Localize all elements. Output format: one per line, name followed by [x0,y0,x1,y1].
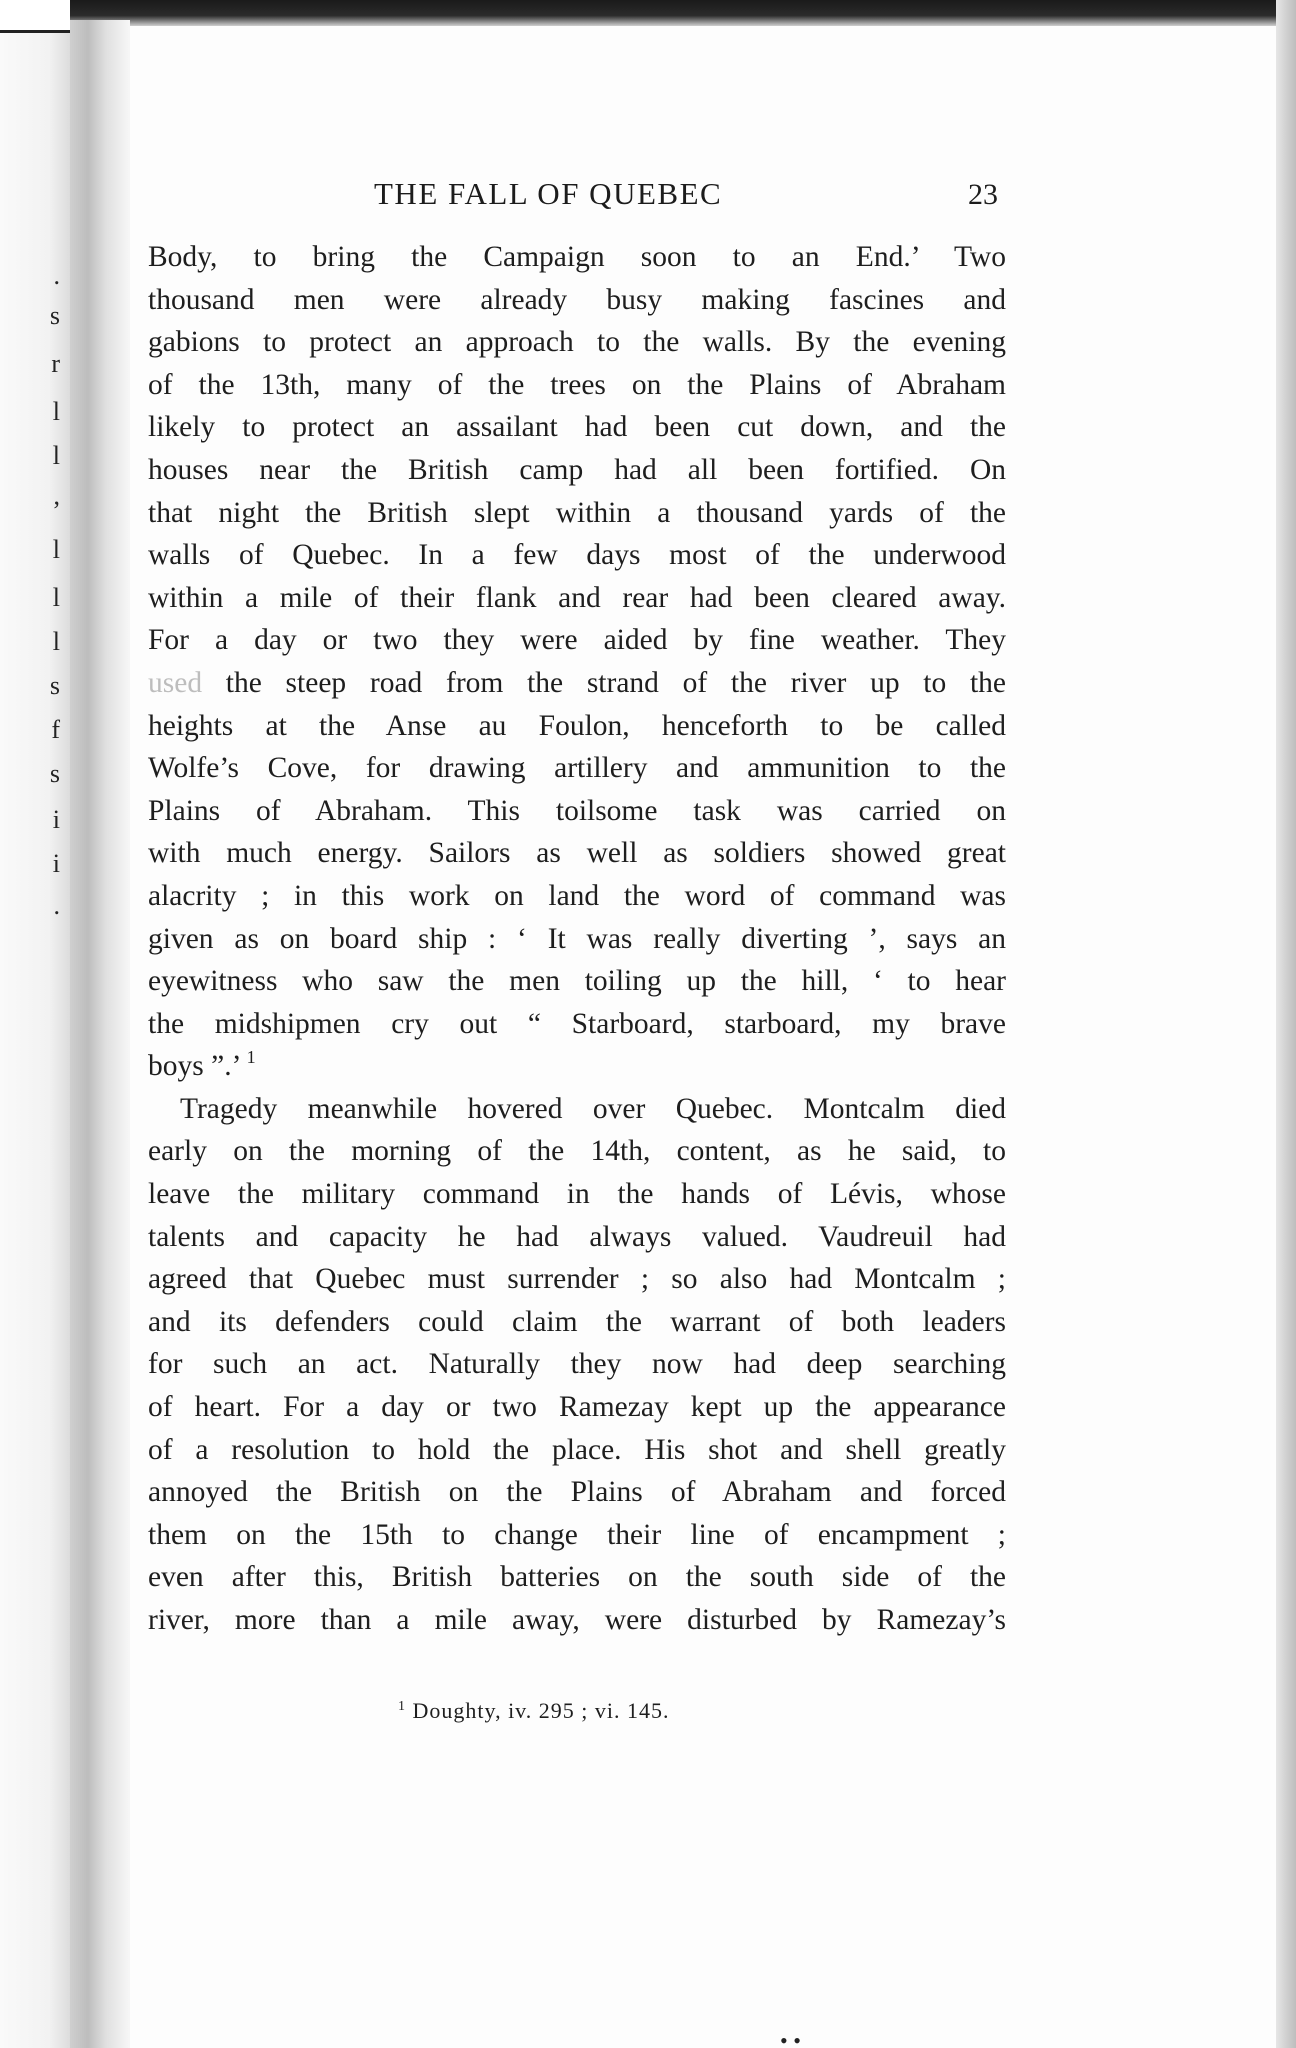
text-line-rest: the steep road from the strand of the river up to the [225,666,1006,699]
text-line: of heart. For a day or two Ramezay kept up the appearance [148,1391,1006,1424]
text-line: leave the military command in the hands of Lévis, whose [148,1178,1006,1211]
bleed-char: l [52,441,60,470]
text-line: likely to protect an assailant had been cut down, and the [148,411,1006,444]
footnote-marker: 1 [398,1699,406,1714]
text-line: alacrity ; in this work on land the word of command was [148,879,1006,912]
text-line: gabions to protect an approach to the walls. By the evening [148,326,1006,359]
text-line: that night the British slept within a thousand yards of the [148,496,1006,529]
text-line: Body, to bring the Campaign soon to an End.’ Two [148,241,1006,273]
text-line: river, more than a mile away, were disturbed by Ramezay’s [148,1604,1006,1636]
bleed-char: l [52,397,60,426]
text-line: for such an act. Naturally they now had deep searching [148,1348,1006,1381]
text-line: given as on board ship : ‘ It was really diverting ’, says an [148,922,1006,955]
text-line: For a day or two they were aided by fine weather. They [148,624,1006,657]
text-line: Tragedy meanwhile hovered over Quebec. Montcalm died [180,1092,1006,1125]
footnote [398,1698,669,1724]
text-line: houses near the British camp had all been fortified. On [148,453,1006,486]
text-line: heights at the Anse au Foulon, henceforth to be called [148,709,1006,742]
text-line: Wolfe’s Cove, for drawing artillery and ammunition to the [148,752,1006,785]
bleed-char: . [53,261,60,290]
bleed-char: s [49,671,60,700]
text-line: of the 13th, many of the trees on the Plains of Abraham [148,368,1006,401]
facing-page-edge [0,30,70,2048]
page-top-shadow [70,0,1296,26]
running-head [130,176,1276,216]
text-line: talents and capacity he had always valued. Vaudreuil had [148,1220,1006,1253]
bleed-char: s [49,759,60,788]
bleed-char: s [49,301,60,330]
text-line: walls of Quebec. In a few days most of the underwood [148,539,1006,572]
bleed-char: l [52,535,60,564]
text-line: and its defenders could claim the warrant of both leaders [148,1305,1006,1338]
paragraph-2 [148,1088,1006,1642]
text-line: annoyed the British on the Plains of Abraham and forced [148,1476,1006,1509]
text-line: of a resolution to hold the place. His shot and shell greatly [148,1433,1006,1466]
running-title: THE FALL OF QUEBEC [374,176,723,211]
text-line: agreed that Quebec must surrender ; so also had Montcalm ; [148,1263,1006,1296]
text-line [148,1045,1006,1088]
bleed-char: i [52,805,60,834]
book-page [130,26,1276,2048]
text-line-end: boys ”.’ [148,1050,240,1083]
text-line [148,662,1006,705]
paragraph-1 [148,236,1006,1088]
text-line: within a mile of their flank and rear had been cleared away. [148,581,1006,614]
bleed-char: i [52,849,60,878]
bleed-char: . [53,891,60,920]
body-text [148,236,1006,1642]
bleed-char: , [53,481,60,510]
faint-word: used [148,666,203,699]
bleed-char: r [51,349,60,378]
text-line: them on the 15th to change their line of encampment ; [148,1518,1006,1551]
bleed-char: l [52,583,60,612]
book-gutter [70,20,130,2048]
text-line: even after this, British batteries on the south side of the [148,1561,1006,1594]
bleed-char: l [52,627,60,656]
text-line: early on the morning of the 14th, content, as he said, to [148,1135,1006,1168]
bottom-marks: • • [780,2028,801,2048]
bleed-char: f [51,715,60,744]
page-number: 23 [968,178,998,211]
text-line: Plains of Abraham. This toilsome task was carried on [148,794,1006,827]
footnote-text: Doughty, iv. 295 ; vi. 145. [412,1698,670,1723]
text-line: the midshipmen cry out “ Starboard, starboard, my brave [148,1007,1006,1040]
page-right-edge [1276,0,1296,2048]
text-line: eyewitness who saw the men toiling up the hill, ‘ to hear [148,965,1006,998]
text-line: thousand men were already busy making fascines and [148,283,1006,316]
footnote-reference: 1 [246,1047,256,1068]
text-line: with much energy. Sailors as well as soldiers showed great [148,837,1006,870]
